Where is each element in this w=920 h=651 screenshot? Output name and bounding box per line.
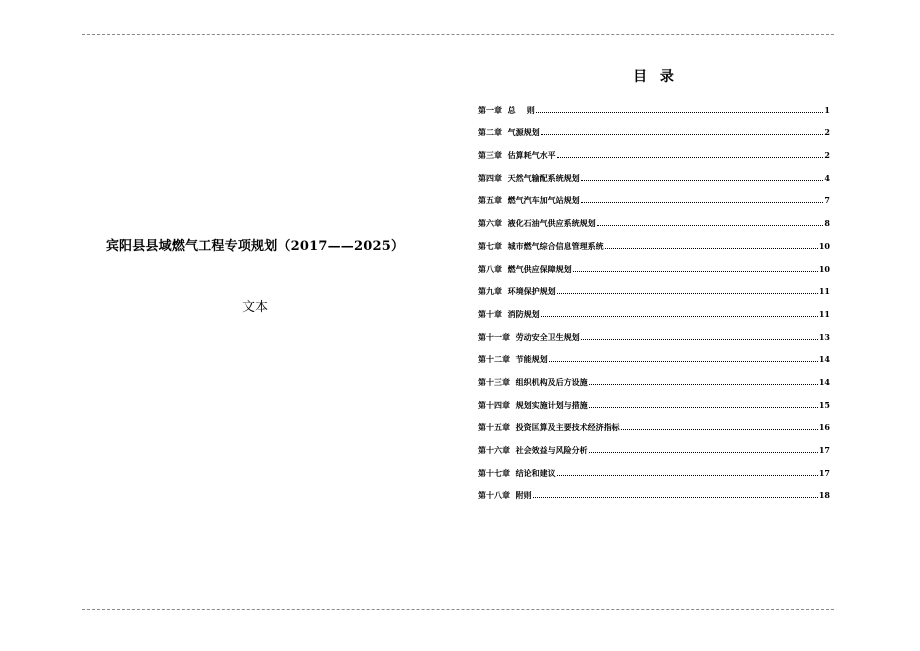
toc-entry[interactable] <box>478 364 830 387</box>
toc-entry-page-number: 10 <box>818 240 830 251</box>
toc-entry-label: 第十一章 劳动安全卫生规划 <box>478 331 580 342</box>
toc-dot-leader <box>589 384 818 385</box>
toc-entry-label: 第十三章 组织机构及后方设施 <box>478 376 588 387</box>
toc-entry[interactable] <box>478 183 830 206</box>
toc-entry-label: 第十章 消防规划 <box>478 308 540 319</box>
toc-entry-label: 第二章 气源规划 <box>478 127 540 138</box>
toc-entry-label: 第十七章 结论和建议 <box>478 467 556 478</box>
toc-dot-leader <box>589 407 818 408</box>
toc-entry[interactable] <box>478 387 830 410</box>
toc-entry[interactable] <box>478 160 830 183</box>
toc-dot-leader <box>621 429 818 430</box>
toc-dot-leader <box>557 293 818 294</box>
toc-dot-leader <box>541 134 824 135</box>
toc-entry[interactable] <box>478 296 830 319</box>
toc-dot-leader <box>557 475 818 476</box>
toc-dot-leader <box>581 202 824 203</box>
toc-dot-leader <box>536 112 824 113</box>
toc-entry-page-number: 15 <box>818 399 830 410</box>
toc-entry-page-number: 17 <box>818 445 830 455</box>
toc-entry-label: 第四章 天然气输配系统规划 <box>478 172 580 183</box>
toc-entry-page-number: 11 <box>818 308 830 319</box>
toc-entry[interactable] <box>478 115 830 138</box>
toc-heading: 目 录 <box>633 69 675 85</box>
toc-entry[interactable] <box>478 319 830 342</box>
toc-entry-label: 第十八章 附则 <box>478 490 532 501</box>
toc-entry-page-number: 14 <box>818 376 830 387</box>
toc-dot-leader <box>557 157 824 158</box>
toc-entry-label: 第一章 总 则 <box>478 104 535 115</box>
document-title: 宾阳县县域燃气工程专项规划（2017——2025） <box>105 239 405 254</box>
toc-dot-leader <box>533 497 818 498</box>
toc-entry-page-number: 17 <box>818 467 830 478</box>
toc-entry[interactable] <box>478 251 830 274</box>
toc-entry-label: 第十二章 节能规划 <box>478 354 548 365</box>
toc-entry-page-number: 18 <box>818 490 830 501</box>
toc-entry[interactable] <box>478 92 830 115</box>
toc-entry[interactable] <box>478 274 830 297</box>
toc-entry[interactable] <box>478 432 830 455</box>
toc-entry-page-number: 8 <box>824 218 830 229</box>
table-of-contents <box>478 92 830 500</box>
toc-entry-label: 第十四章 规划实施计划与措施 <box>478 399 588 410</box>
toc-dot-leader <box>573 271 818 272</box>
toc-dot-leader <box>541 316 818 317</box>
top-page-border <box>82 34 834 35</box>
toc-entry-page-number: 4 <box>824 172 830 183</box>
toc-entry-label: 第十五章 投资匡算及主要技术经济指标 <box>478 422 620 433</box>
toc-entry-label: 第九章 环境保护规划 <box>478 286 556 297</box>
toc-entry-label: 第五章 燃气汽车加气站规划 <box>478 195 580 206</box>
toc-entry-page-number: 14 <box>818 354 830 365</box>
toc-entry-page-number: 11 <box>818 286 830 297</box>
toc-dot-leader <box>581 180 824 181</box>
toc-entry-page-number: 2 <box>824 150 830 161</box>
toc-entry-page-number: 10 <box>818 263 830 274</box>
bottom-page-border <box>82 609 834 610</box>
toc-entry[interactable] <box>478 137 830 160</box>
toc-dot-leader <box>589 452 818 453</box>
toc-entry[interactable] <box>478 478 830 501</box>
toc-entry-label: 第七章 城市燃气综合信息管理系统 <box>478 240 604 251</box>
toc-entry[interactable] <box>478 228 830 251</box>
toc-entry[interactable] <box>478 455 830 478</box>
toc-dot-leader <box>549 361 818 362</box>
toc-dot-leader <box>605 248 818 249</box>
toc-entry[interactable] <box>478 342 830 365</box>
toc-dot-leader <box>597 225 824 226</box>
toc-entry-page-number: 7 <box>824 195 830 206</box>
toc-entry-page-number: 13 <box>818 331 830 342</box>
toc-entry[interactable] <box>478 410 830 433</box>
toc-entry-label: 第十六章 社会效益与风险分析 <box>478 445 588 455</box>
toc-entry-page-number: 1 <box>824 104 830 115</box>
toc-dot-leader <box>581 339 818 340</box>
toc-entry-label: 第三章 估算耗气水平 <box>478 150 556 161</box>
toc-entry-label: 第六章 液化石油气供应系统规划 <box>478 218 596 229</box>
toc-entry-page-number: 16 <box>818 422 830 433</box>
toc-entry[interactable] <box>478 205 830 228</box>
toc-entry-page-number: 2 <box>824 127 830 138</box>
document-subtitle: 文本 <box>241 300 268 315</box>
toc-entry-label: 第八章 燃气供应保障规划 <box>478 263 572 274</box>
